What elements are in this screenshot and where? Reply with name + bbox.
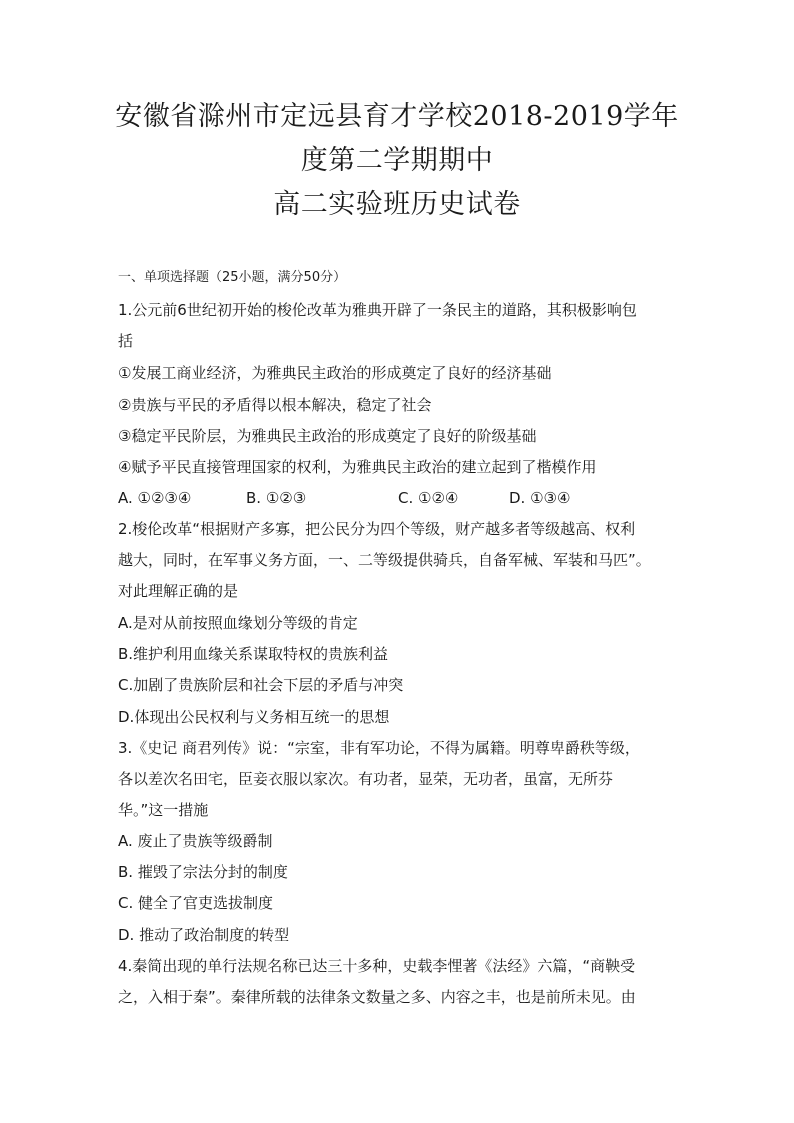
q2-option-d: D.体现出公民权利与义务相互统一的思想	[118, 708, 390, 726]
exam-title	[0, 95, 794, 227]
q1-option-b: B. ①②③	[246, 489, 307, 507]
section-header: 一、单项选择题（25小题，满分50分）	[118, 270, 347, 285]
q4-stem-line-2: 之，入相于秦”。秦律所载的法律条文数量之多、内容之丰，也是前所未见。由	[118, 988, 636, 1006]
q3-option-a: A. 废止了贵族等级爵制	[118, 832, 273, 850]
q2-option-a: A.是对从前按照血缘划分等级的肯定	[118, 614, 358, 632]
q1-option-d: D. ①③④	[509, 489, 571, 507]
q2-option-b: B.维护利用血缘关系谋取特权的贵族利益	[118, 645, 389, 663]
q1-item-2: ②贵族与平民的矛盾得以根本解决，稳定了社会	[118, 396, 432, 414]
q3-stem-line-1: 3.《史记 商君列传》说：“宗室，非有军功论，不得为属籍。明尊卑爵秩等级，	[118, 739, 640, 757]
q1-option-a: A. ①②③④	[118, 489, 192, 507]
q2-stem-line-2: 越大，同时，在军事义务方面，一、二等级提供骑兵，自备军械、军装和马匹”。	[118, 551, 651, 569]
q3-option-d: D. 推动了政治制度的转型	[118, 926, 290, 944]
q1-options	[118, 488, 688, 508]
q3-stem-line-3: 华。”这一措施	[118, 801, 209, 819]
q4-stem-line-1: 4.秦简出现的单行法规名称已达三十多种，史载李悝著《法经》六篇，“商鞅受	[118, 957, 636, 975]
title-line-2: 度第二学期期中	[300, 145, 494, 176]
q1-item-4: ④赋予平民直接管理国家的权利，为雅典民主政治的建立起到了楷模作用	[118, 458, 597, 476]
q1-stem-line-1: 1.公元前6世纪初开始的梭伦改革为雅典开辟了一条民主的道路，其积极影响包	[118, 301, 637, 319]
q1-option-c: C. ①②④	[398, 489, 459, 507]
q3-option-b: B. 摧毁了宗法分封的制度	[118, 863, 288, 881]
q2-option-c: C.加剧了贵族阶层和社会下层的矛盾与冲突	[118, 676, 404, 694]
q3-stem-line-2: 各以差次名田宅，臣妾衣服以家次。有功者，显荣，无功者，虽富，无所芬	[118, 770, 614, 788]
q1-item-1: ①发展工商业经济，为雅典民主政治的形成奠定了良好的经济基础	[118, 364, 552, 382]
q3-option-c: C. 健全了官吏选拔制度	[118, 894, 274, 912]
title-line-3: 高二实验班历史试卷	[273, 189, 521, 220]
q2-stem-line-3: 对此理解正确的是	[118, 582, 239, 600]
q2-stem-line-1: 2.梭伦改革“根据财产多寡，把公民分为四个等级，财产越多者等级越高、权利	[118, 520, 636, 538]
q1-item-3: ③稳定平民阶层，为雅典民主政治的形成奠定了良好的阶级基础	[118, 427, 537, 445]
title-line-1: 安徽省滁州市定远县育才学校2018-2019学年	[115, 101, 679, 132]
q1-stem-line-2: 括	[118, 332, 134, 350]
